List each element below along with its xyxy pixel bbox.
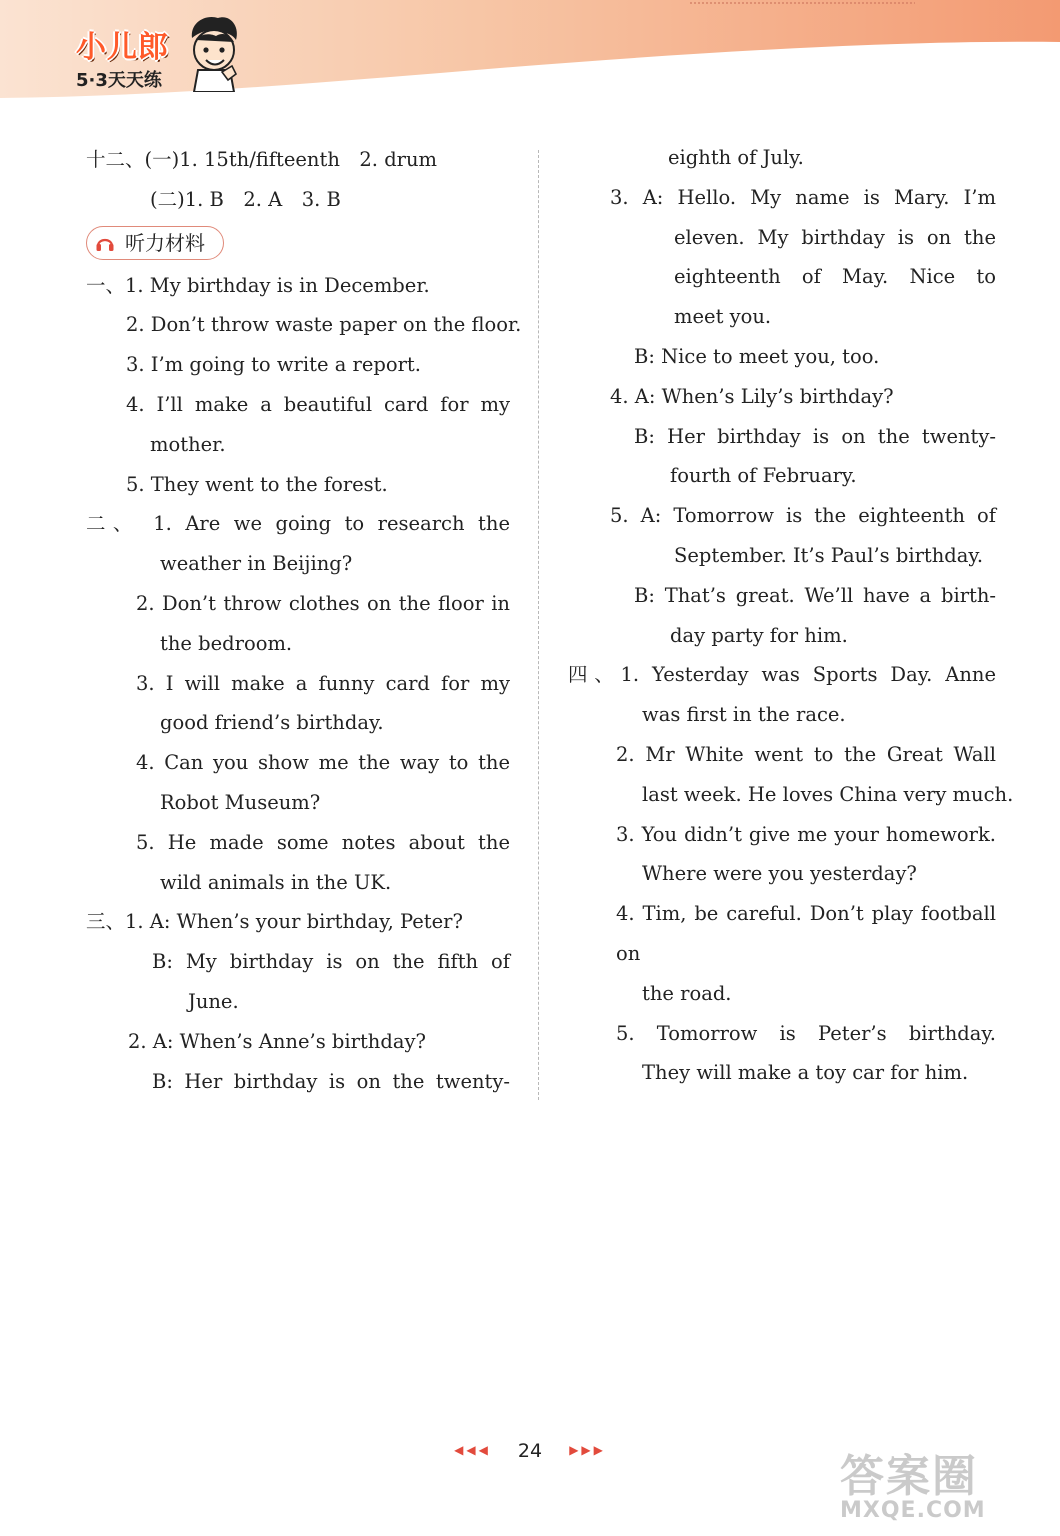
right-column	[568, 138, 1014, 1093]
right-transcript-line: 2. Mr White went to the Great Wall	[616, 742, 996, 766]
watermark-url: MXQE.COM	[840, 1498, 986, 1523]
page-number: 24	[517, 1440, 543, 1462]
next-arrows-icon: ▶▶▶	[569, 1443, 606, 1457]
left-transcript-line: good friend’s birthday.	[160, 711, 384, 735]
left-transcript-line: wild animals in the UK.	[160, 870, 392, 894]
right-transcript-line: 3. You didn’t give me your homework.	[616, 822, 996, 846]
mascot-boy-icon	[186, 14, 242, 92]
right-transcript-line: B: Nice to meet you, too.	[634, 344, 880, 368]
right-transcript-line: 四、1. Yesterday was Sports Day. Anne	[568, 663, 996, 687]
left-transcript-line: 2. Don’t throw waste paper on the floor.	[126, 313, 522, 337]
left-transcript-line: June.	[188, 989, 239, 1013]
right-transcript-line: They will make a toy car for him.	[642, 1061, 969, 1085]
right-transcript-line: day party for him.	[670, 623, 848, 647]
column-divider	[538, 150, 539, 1100]
right-transcript-line: last week. He loves China very much.	[642, 782, 1014, 806]
right-transcript-line: 5. Tomorrow is Peter’s birthday.	[616, 1021, 996, 1045]
left-transcript-line: weather in Beijing?	[160, 552, 353, 576]
left-transcript-line: B: Her birthday is on the twenty-	[152, 1069, 510, 1093]
left-transcript-line: 三、1. A: When’s your birthday, Peter?	[86, 910, 463, 934]
left-transcript-line: B: My birthday is on the fifth of	[152, 950, 510, 974]
left-transcript-line: 二、 1. Are we going to research the	[86, 512, 510, 536]
watermark	[840, 1440, 1050, 1530]
left-transcript-line: 2. Don’t throw clothes on the floor in	[136, 591, 510, 615]
right-transcript-line: 3. A: Hello. My name is Mary. I’m	[610, 185, 996, 209]
watermark-main: 答案圈	[840, 1451, 978, 1502]
left-transcript-line: 5. He made some notes about the	[136, 830, 510, 854]
left-transcript-line: 4. I’ll make a beautiful card for my	[126, 392, 510, 416]
left-column	[86, 140, 522, 1101]
right-transcript-line: eighteenth of May. Nice to	[674, 265, 996, 289]
header-banner	[0, 0, 1060, 110]
left-transcript-line: Robot Museum?	[160, 790, 321, 814]
left-transcript-line: 2. A: When’s Anne’s birthday?	[128, 1029, 426, 1053]
right-transcript-line: September. It’s Paul’s birthday.	[674, 543, 984, 567]
right-transcript-line: eleven. My birthday is on the	[674, 225, 996, 249]
right-transcript-line: B: Her birthday is on the twenty-	[634, 424, 996, 448]
answer-line-12-part2: (二)1. B 2. A 3. B	[150, 187, 341, 211]
brand-title: 小儿郎	[76, 30, 169, 65]
right-transcript-line: 5. A: Tomorrow is the eighteenth of	[610, 504, 996, 528]
listening-material-label	[86, 226, 224, 260]
right-transcript-line: 4. Tim, be careful. Don’t play football on	[616, 902, 996, 965]
right-transcript-line: eighth of July.	[668, 146, 804, 169]
left-transcript-line: 4. Can you show me the way to the	[136, 751, 510, 775]
right-transcript-line: was first in the race.	[642, 703, 846, 727]
left-transcript-lines	[86, 266, 522, 1102]
right-transcript-line: meet you.	[674, 305, 772, 329]
right-transcript-line: 4. A: When’s Lily’s birthday?	[610, 384, 894, 408]
right-transcript-line: the road.	[642, 981, 732, 1005]
prev-arrows-icon: ◀◀◀	[454, 1443, 491, 1457]
right-transcript-line: Where were you yesterday?	[642, 862, 917, 886]
right-transcript-line: B: That’s great. We’ll have a birth-	[634, 583, 996, 607]
left-transcript-line: the bedroom.	[160, 631, 293, 655]
left-transcript-line: 3. I will make a funny card for my	[136, 671, 510, 695]
listening-material-text: 听力材料	[125, 230, 205, 255]
headphones-icon	[95, 234, 115, 252]
brand-logo	[76, 22, 169, 92]
right-transcript-line: fourth of February.	[670, 464, 857, 488]
brand-subtitle: 5·3天天练	[76, 70, 162, 91]
right-transcript-lines	[568, 138, 1014, 1093]
left-transcript-line: mother.	[150, 432, 226, 456]
left-transcript-line: 一、1. My birthday is in December.	[86, 273, 430, 297]
left-transcript-line: 5. They went to the forest.	[126, 472, 388, 496]
left-transcript-line: 3. I’m going to write a report.	[126, 353, 421, 377]
answer-line-12-part1: 十二、(一)1. 15th/fifteenth 2. drum	[86, 148, 438, 171]
